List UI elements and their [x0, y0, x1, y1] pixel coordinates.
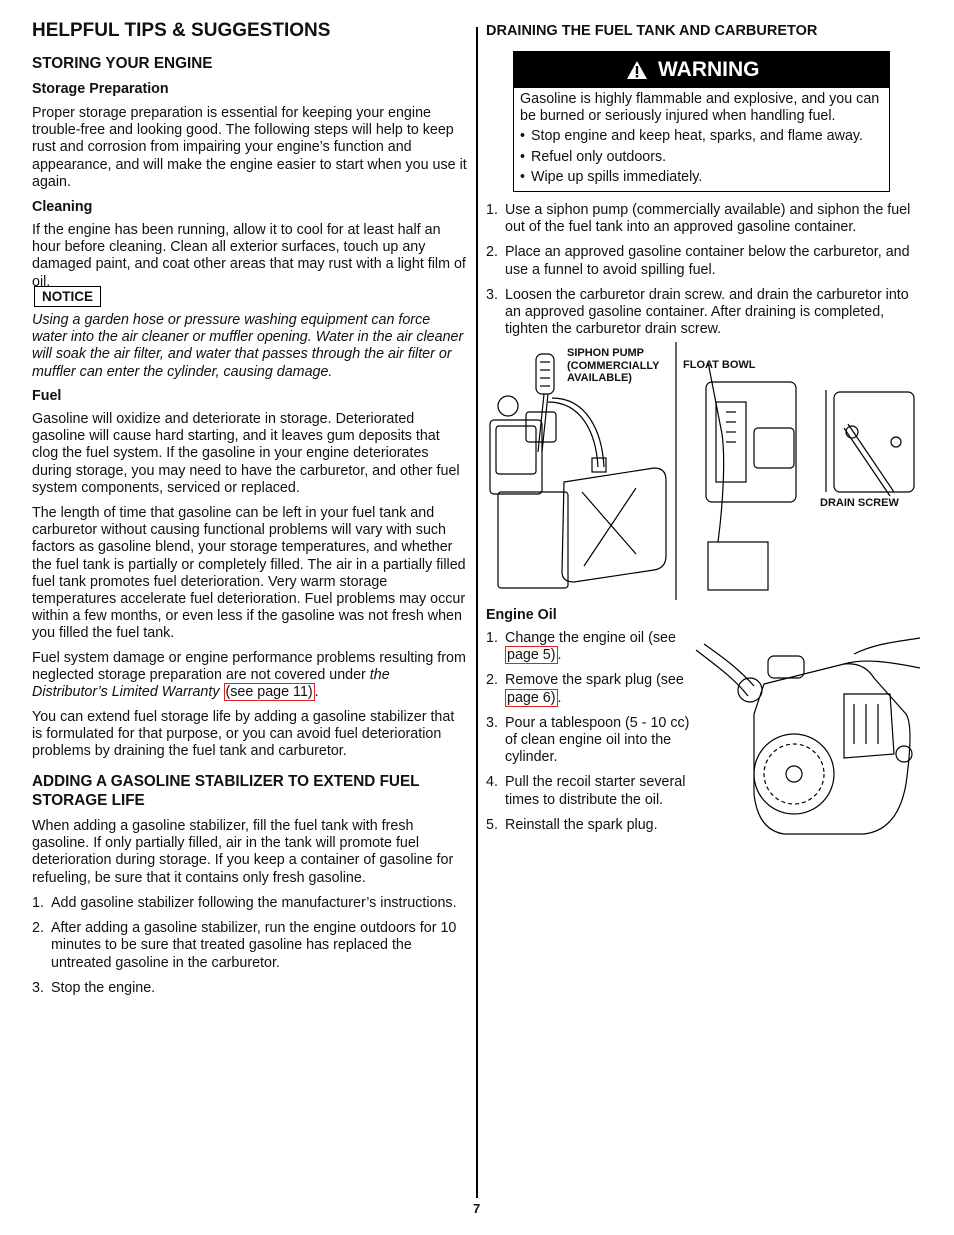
- fuel-p3-end: .: [314, 684, 319, 701]
- list-item: 1. Add gasoline stabilizer following the manufacturer’s instructions.: [32, 895, 457, 911]
- page-number: 7: [473, 1201, 481, 1216]
- warning-text: Gasoline is highly flammable and explosive, and you can be burned or seriously injured when handling fuel.: [520, 91, 880, 125]
- column-divider: [476, 27, 478, 1198]
- notice-text: Using a garden hose or pressure washing equipment can force water into the air cleaner or muffler opening. Water in the air cleaner will soak the air filter, and water that passes through the air filter or muffler can enter the cylinder, causing damage.: [32, 312, 464, 380]
- list-item: 2. Remove the spark plug (see page 6) .: [486, 672, 684, 706]
- oil-steps: [486, 630, 690, 834]
- cleaning-heading: Cleaning: [32, 199, 93, 215]
- engine-oil-heading: Engine Oil: [486, 607, 557, 623]
- list-item: 2. Place an approved gasoline container below the carburetor, and use a funnel to avoid spilling fuel.: [486, 244, 910, 278]
- fuel-paragraph-4: You can extend fuel storage life by adding a gasoline stabilizer that is formulated for that purpose, or you can avoid fuel deterioration problems by draining the fuel tank and carburetor.: [32, 709, 455, 760]
- list-item: 4. Pull the recoil starter several times to distribute the oil.: [486, 774, 686, 808]
- warning-bullet: • Stop engine and keep heat, sparks, and flame away.: [520, 128, 883, 145]
- list-item: 1. Change the engine oil (see page 5) .: [486, 630, 676, 664]
- list-item: 2. After adding a gasoline stabilizer, run the engine outdoors for 10 minutes to be sure that treated gasoline has replaced the untreated gasoline in the carburetor.: [32, 920, 457, 971]
- draining-illustration: [486, 342, 922, 602]
- list-item: 3. Pour a tablespoon (5 - 10 cc) of clean engine oil into the cylinder.: [486, 714, 690, 766]
- fuel-p3-text: Fuel system damage or engine performance problems resulting from neglected storage preparation are not covered under: [32, 650, 466, 684]
- page-title: HELPFUL TIPS & SUGGESTIONS: [32, 20, 331, 41]
- storage-prep-heading: Storage Preparation: [32, 81, 169, 97]
- notice-badge: NOTICE: [34, 286, 101, 307]
- stabilizer-text: When adding a gasoline stabilizer, fill the fuel tank with fresh gasoline. If only partially filled, air in the tank will promote fuel deterioration during storage. If you keep a container of gasoline for refueling, be sure that it contains only fresh gasoline.: [32, 818, 454, 886]
- storage-prep-text: Proper storage preparation is essential for keeping your engine trouble-free and looking good. The following steps will help to keep rust and corrosion from impairing your engine’s function and appearance, and will make the engine easier to start when you use it again.: [32, 105, 467, 190]
- warning-box: [513, 51, 890, 192]
- fuel-paragraph-1: Gasoline will oxidize and deteriorate in storage. Deteriorated gasoline will cause hard starting, and it leaves gum deposits that clog the fuel system. If the gasoline in your engine deteriorates during storage, you may need to have the carburetor, and other fuel system components, serviced or replaced.: [32, 411, 460, 496]
- stabilizer-steps: [32, 895, 468, 997]
- engine-oil-illustration: [694, 634, 922, 844]
- list-item: 3. Loosen the carburetor drain screw. and drain the carburetor into an approved gasoline container. After draining is completed, tighten the carburetor drain screw.: [486, 286, 909, 338]
- list-item: 5. Reinstall the spark plug.: [486, 816, 658, 833]
- storing-heading: STORING YOUR ENGINE: [32, 55, 213, 72]
- see-page-11-link[interactable]: (see page 11): [225, 684, 313, 701]
- list-item: 3. Stop the engine.: [32, 979, 156, 996]
- fuel-paragraph-2: The length of time that gasoline can be left in your fuel tank and carburetor without causing functional problems will vary with such factors as gasoline blend, your storage temperatures, and whether the fuel tank is partially or completely filled. The air in a partially filled fuel tank promotes fuel deterioration. Very warm storage temperatures accelerate fuel deterioration. Fuel problems may occur within a few months, or even less if the gasoline was not fresh when you filled the fuel tank.: [32, 505, 466, 642]
- draining-steps: [486, 202, 920, 338]
- see-page-5-link[interactable]: page 5): [507, 647, 556, 664]
- fuel-heading: Fuel: [32, 388, 62, 404]
- warning-label: WARNING: [658, 58, 760, 81]
- stabilizer-heading: ADDING A GASOLINE STABILIZER TO EXTEND FUEL STORAGE LIFE: [32, 773, 420, 809]
- draining-heading: DRAINING THE FUEL TANK AND CARBURETOR: [486, 23, 818, 39]
- drain-screw-label: DRAIN SCREW: [820, 497, 899, 509]
- see-page-6-link[interactable]: page 6): [507, 689, 556, 706]
- warning-triangle-icon: [626, 60, 648, 80]
- warning-bullet: • Refuel only outdoors.: [520, 149, 883, 166]
- warranty-text: the Distributor’s Limited Warranty: [32, 667, 390, 701]
- fuel-paragraph-3: [32, 650, 468, 702]
- cleaning-text: If the engine has been running, allow it to cool for at least half an hour before cleaning. Clean all exterior surfaces, touch up any damaged paint, and coat other areas that may rust with a light film of oil.: [32, 222, 466, 290]
- warning-body: [514, 88, 889, 186]
- float-bowl-label: FLOAT BOWL: [683, 359, 756, 371]
- siphon-pump-label: SIPHON PUMP (COMMERCIALLY AVAILABLE): [567, 347, 660, 384]
- warning-bullet: • Wipe up spills immediately.: [520, 169, 883, 186]
- list-item: 1. Use a siphon pump (commercially available) and siphon the fuel out of the fuel tank into an approved gasoline container.: [486, 202, 911, 236]
- warning-header: [514, 52, 889, 88]
